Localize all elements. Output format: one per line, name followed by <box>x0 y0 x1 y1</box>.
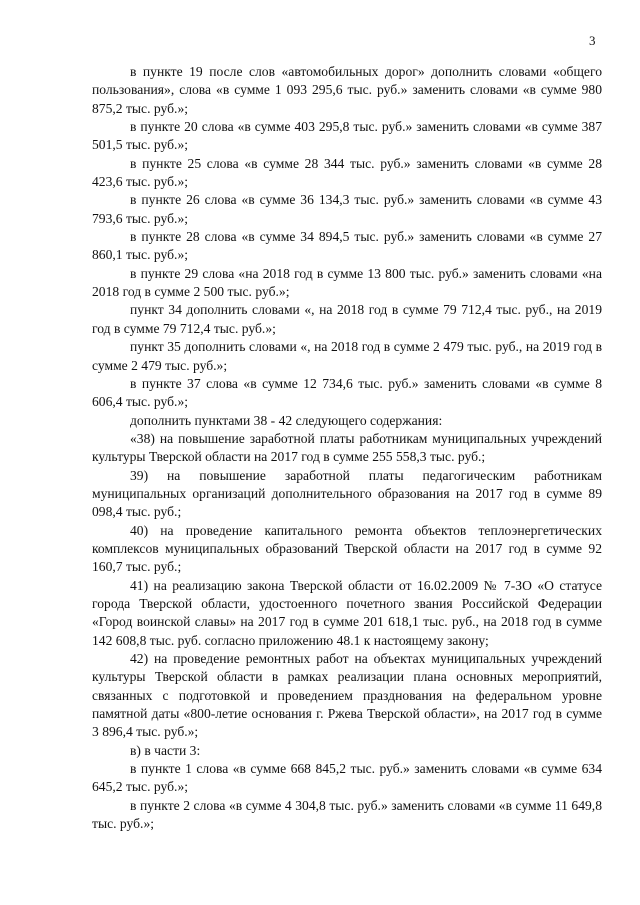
paragraph-part-3-item-1: в пункте 1 слова «в сумме 668 845,2 тыс. руб.» заменить словами «в сумме 634 645,2 тыс. руб.»; <box>92 761 602 795</box>
paragraph-item-38: «38) на повышение заработной платы работникам муниципальных учреждений культуры Тверской области на 2017 год в сумме 255 558,3 тыс. руб.; <box>92 430 602 465</box>
paragraph-item-25-amendment: в пункте 25 слова «в сумме 28 344 тыс. руб.» заменить словами «в сумме 28 423,6 тыс. руб.»; <box>92 155 602 190</box>
paragraph-item-42: 42) на проведение ремонтных работ на объектах муниципальных учреждений культуры Тверской области в рамках реализации плана основных мероприятий, связанных с подготовкой и проведением празднования на федеральном уровне памятной даты «800-летие основания г. Ржева Тверской области», на 2017 год в сумме 3 896,4 тыс. руб.»; <box>92 651 602 740</box>
paragraph-item-19-amendment: в пункте 19 после слов «автомобильных дорог» дополнить словами «общего пользования», слова «в сумме 1 093 295,6 тыс. руб.» заменить словами «в сумме 980 875,2 тыс. руб.»; <box>92 64 602 116</box>
paragraph-part-3-item-2: в пункте 2 слова «в сумме 4 304,8 тыс. руб.» заменить словами «в сумме 11 649,8 тыс. руб.»; <box>92 797 602 832</box>
paragraph-item-39: 39) на повышение заработной платы педагогическим работникам муниципальных организаций дополнительного образования на 2017 год в сумме 89 098,4 тыс. руб.; <box>92 467 602 520</box>
paragraph-item-34-amendment: пункт 34 дополнить словами «, на 2018 год в сумме 79 712,4 тыс. руб., на 2019 год в сумме 79 712,4 тыс. руб.»; <box>92 302 602 336</box>
paragraph-item-26-amendment: в пункте 26 слова «в сумме 36 134,3 тыс. руб.» заменить словами «в сумме 43 793,6 тыс. руб.»; <box>92 192 602 226</box>
paragraph-item-35-amendment: пункт 35 дополнить словами «, на 2018 год в сумме 2 479 тыс. руб., на 2019 год в сумме 2 479 тыс. руб.»; <box>92 339 602 373</box>
paragraph-add-items-intro: дополнить пунктами 38 - 42 следующего содержания: <box>130 412 443 428</box>
paragraph-item-29-amendment: в пункте 29 слова «на 2018 год в сумме 13 800 тыс. руб.» заменить словами «на 2018 год в сумме 2 500 тыс. руб.»; <box>92 265 602 300</box>
document-body <box>92 63 602 833</box>
paragraph-item-20-amendment: в пункте 20 слова «в сумме 403 295,8 тыс. руб.» заменить словами «в сумме 387 501,5 тыс. руб.»; <box>92 119 602 153</box>
page-number: 3 <box>589 33 596 48</box>
paragraph-item-28-amendment: в пункте 28 слова «в сумме 34 894,5 тыс. руб.» заменить словами «в сумме 27 860,1 тыс. руб.»; <box>92 229 602 263</box>
paragraph-part-3-heading: в) в части 3: <box>130 742 201 758</box>
paragraph-item-37-amendment: в пункте 37 слова «в сумме 12 734,6 тыс. руб.» заменить словами «в сумме 8 606,4 тыс. руб.»; <box>92 375 602 410</box>
paragraph-item-40: 40) на проведение капитального ремонта объектов теплоэнергетических комплексов муниципальных образований Тверской области на 2017 год в сумме 92 160,7 тыс. руб.; <box>92 522 602 575</box>
paragraph-item-41: 41) на реализацию закона Тверской области от 16.02.2009 № 7-ЗО «О статусе города Тверской области, удостоенного почетного звания Российской Федерации «Город воинской славы» на 2017 год в сумме 201 618,1 тыс. руб., на 2018 год в сумме 142 608,8 тыс. руб. согласно приложению 48.1 к настоящему закону; <box>92 577 602 648</box>
